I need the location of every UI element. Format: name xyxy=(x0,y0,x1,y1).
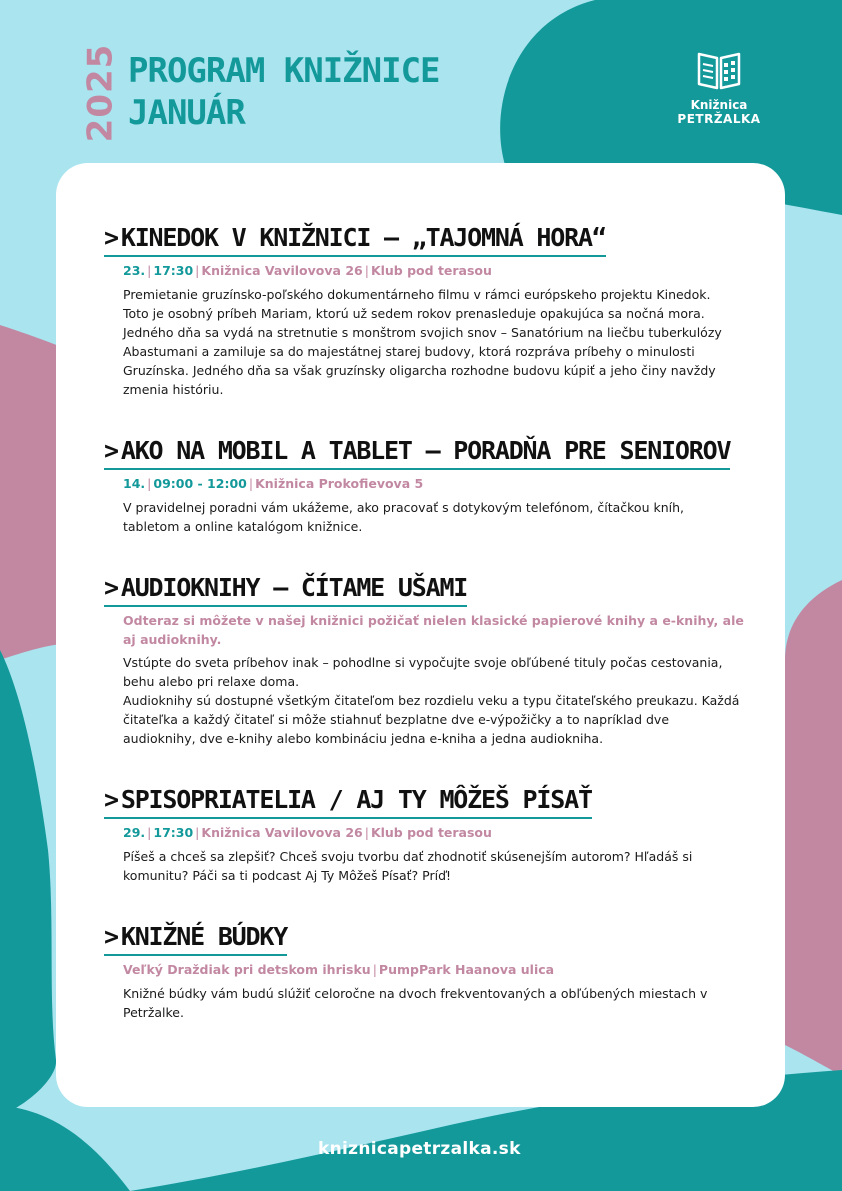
chevron-right-icon: > xyxy=(104,785,118,814)
event-meta: 23. | 17:30 | Knižnica Vavilovova 26 | Klub pod terasou xyxy=(123,263,492,278)
title-line-2: JANUÁR xyxy=(128,93,245,133)
footer-website-link[interactable]: kniznicapetrzalka.sk xyxy=(318,1139,521,1159)
event-meta: 14. | 09:00 - 12:00 | Knižnica Prokofievova 5 xyxy=(123,476,424,491)
logo-line-1: Knižnica xyxy=(690,98,748,112)
section-title: > AUDIOKNIHY – ČÍTAME UŠAMI xyxy=(104,572,467,607)
chevron-right-icon: > xyxy=(104,436,118,465)
event-day: 23. xyxy=(123,263,146,278)
year-vertical xyxy=(80,43,121,143)
program-item-spisopriatelia xyxy=(104,784,744,885)
chevron-right-icon: > xyxy=(104,922,118,951)
event-room: Klub pod terasou xyxy=(370,825,492,840)
program-item-mobil-tablet xyxy=(104,435,744,536)
program-list xyxy=(104,222,744,1022)
section-title: > AKO NA MOBIL A TABLET – PORADŇA PRE SENIOROV xyxy=(104,435,730,470)
description-paragraph: Toto je osobný príbeh Mariam, ktorú už sedem rokov prenasleduje opakujúca sa nočná mora. Jedného dňa sa vydá na stretnutie s monštrom svojich snov – Sanatórium na liečbu tuberkulózy Abastumani a zamiluje sa do majestátnej starej budovy, ktorá rozpráva príbehy o minulosti Gruzínska. Jedného dňa sa však gruzínsky oligarcha rozhodne budovu kúpiť a jeho činy navždy zmenia históriu. xyxy=(123,306,722,397)
event-place: Knižnica Vavilovova 26 xyxy=(201,825,363,840)
chevron-right-icon: > xyxy=(104,573,118,602)
event-description xyxy=(123,653,744,748)
program-item-knizne-budky xyxy=(104,921,744,1022)
program-item-audioknihy xyxy=(104,572,744,748)
event-time: 17:30 xyxy=(153,825,194,840)
event-day: 29. xyxy=(123,825,146,840)
library-logo xyxy=(664,50,774,126)
event-description xyxy=(123,847,744,885)
description-paragraph: Audioknihy sú dostupné všetkým čitateľom bez rozdielu veku a typu čitateľského preukazu. Každá čitateľka a každý čitateľ si môže stiahnuť bezplatne dve e-výpožičky a to napríklad dve audioknihy, dve e-knihy alebo kombináciu jedna e-kniha a jedna audiokniha. xyxy=(123,693,740,746)
event-description xyxy=(123,285,744,399)
year-text: 2025 xyxy=(80,43,121,143)
section-title: > KINEDOK V KNIŽNICI – „TAJOMNÁ HORA“ xyxy=(104,222,606,257)
event-meta: Veľký Draždiak pri detskom ihrisku | PumpPark Haanova ulica xyxy=(123,962,555,977)
logo-line-2: PETRŽALKA xyxy=(677,112,761,126)
event-place: Veľký Draždiak pri detskom ihrisku xyxy=(123,962,371,977)
event-description xyxy=(123,498,744,536)
program-item-kinedok xyxy=(104,222,744,399)
description-paragraph: V pravidelnej poradni vám ukážeme, ako pracovať s dotykovým telefónom, čítačkou kníh, tabletom a online katalógom knižnice. xyxy=(123,500,684,534)
chevron-right-icon: > xyxy=(104,223,118,252)
event-description xyxy=(123,984,744,1022)
section-title: > KNIŽNÉ BÚDKY xyxy=(104,921,287,956)
event-place: Knižnica Prokofievova 5 xyxy=(255,476,424,491)
event-place: Knižnica Vavilovova 26 xyxy=(201,263,363,278)
event-time: 09:00 - 12:00 xyxy=(153,476,247,491)
event-day: 14. xyxy=(123,476,146,491)
event-meta: 29. | 17:30 | Knižnica Vavilovova 26 | Klub pod terasou xyxy=(123,825,492,840)
event-room: PumpPark Haanova ulica xyxy=(378,962,555,977)
description-paragraph: Vstúpte do sveta príbehov inak – pohodlne si vypočujte svoje obľúbené tituly počas cestovania, behu alebo pri relaxe doma. xyxy=(123,655,723,689)
event-room: Klub pod terasou xyxy=(370,263,492,278)
title-line-1: PROGRAM KNIŽNICE xyxy=(128,51,440,91)
description-paragraph: Premietanie gruzínsko-poľského dokumentárneho filmu v rámci európskeho projektu Kinedok. xyxy=(123,287,711,302)
event-time: 17:30 xyxy=(153,263,194,278)
section-title: > SPISOPRIATELIA / AJ TY MÔŽEŠ PÍSAŤ xyxy=(104,784,592,819)
event-lead: Odteraz si môžete v našej knižnici požičať nielen klasické papierové knihy a e-knihy, ale aj audioknihy. xyxy=(123,613,744,647)
page-title xyxy=(128,50,440,134)
book-building-icon xyxy=(695,50,743,90)
description-paragraph: Píšeš a chceš sa zlepšiť? Chceš svoju tvorbu dať zhodnotiť skúsenejším autorom? Hľadáš si komunitu? Páči sa ti podcast Aj Ty Môžeš Písať? Príď! xyxy=(123,849,693,883)
description-paragraph: Knižné búdky vám budú slúžiť celoročne na dvoch frekventovaných a obľúbených miestach v Petržalke. xyxy=(123,986,708,1020)
